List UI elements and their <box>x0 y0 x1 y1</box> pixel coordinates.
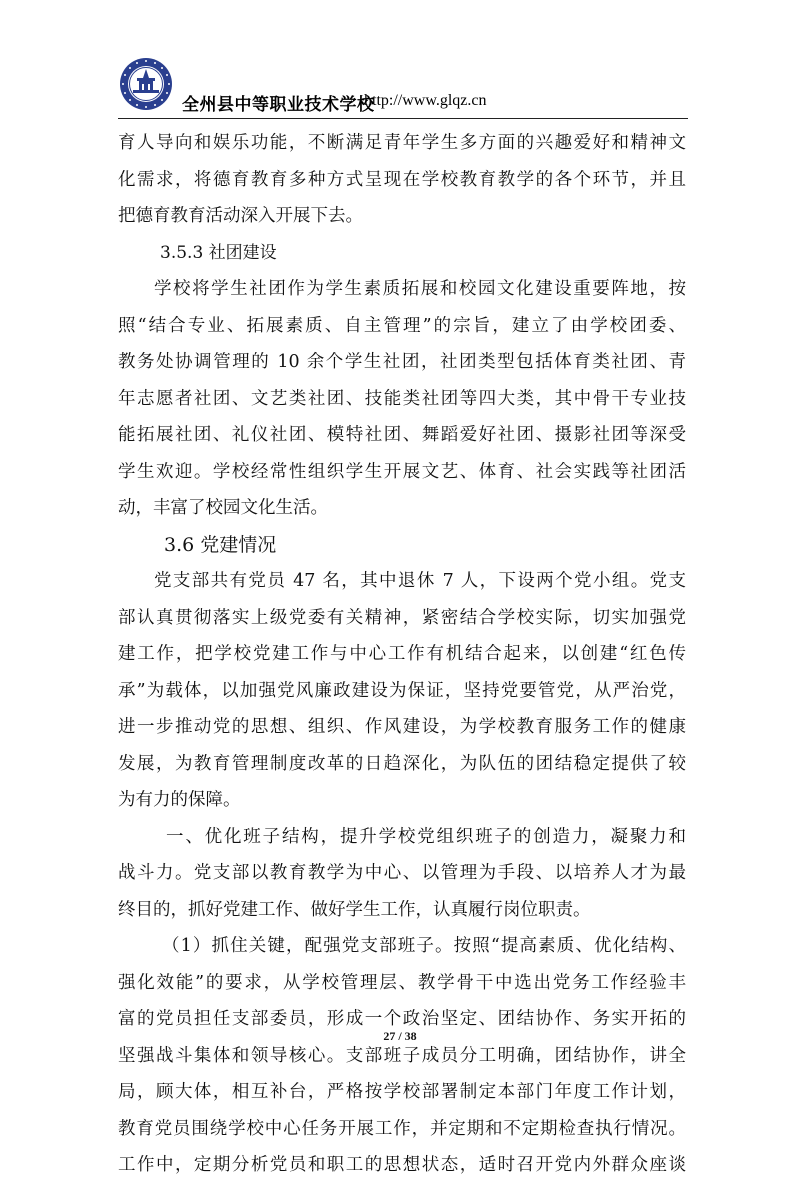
text-line: 坚强战斗集体和领导核心。支部班子成员分工明确，团结协作，讲全 <box>118 1045 686 1066</box>
text-line: 把德育教育活动深入开展下去。 <box>118 206 363 226</box>
text-line: 育人导向和娱乐功能，不断满足青年学生多方面的兴趣爱好和精神文 <box>118 133 686 153</box>
text-line: （1）抓住关键，配强党支部班子。按照“提高素质、优化结构、 <box>162 936 686 956</box>
page-header <box>118 56 688 118</box>
text-line: 富的党员担任支部委员，形成一个政治坚定、团结协作、务实开拓的 <box>118 1009 686 1029</box>
text-line: 教务处协调管理的 10 余个学生社团，社团类型包括体育类社团、青 <box>118 352 686 372</box>
text-line: 建工作，把学校党建工作与中心工作有机结合起来，以创建“红色传 <box>118 644 686 664</box>
text-line: 工作中，定期分析党员和职工的思想状态，适时召开党内外群众座谈 <box>118 1155 686 1175</box>
text-line: 化需求，将德育教育多种方式呈现在学校教育教学的各个环节，并且 <box>118 169 686 190</box>
text-line: 局，顾大体，相互补台，严格按学校部署制定本部门年度工作计划， <box>118 1082 686 1102</box>
text-line: 强化效能”的要求，从学校管理层、教学骨干中选出党务工作经验丰 <box>118 972 686 993</box>
text-line: 终目的，抓好党建工作、做好学生工作，认真履行岗位职责。 <box>118 899 591 920</box>
header-divider <box>118 118 688 119</box>
text-line: 发展，为教育管理制度改革的日趋深化，为队伍的团结稳定提供了较 <box>118 753 686 774</box>
text-line: 为有力的保障。 <box>118 790 241 810</box>
text-line: 学生欢迎。学校经常性组织学生开展文艺、体育、社会实践等社团活 <box>118 461 686 482</box>
school-url[interactable]: http://www.glqz.cn <box>364 92 487 109</box>
text-line: 动，丰富了校园文化生活。 <box>118 498 328 518</box>
section-heading: 3.5.3 社团建设 <box>160 242 277 263</box>
school-emblem-icon <box>118 56 174 112</box>
section-heading: 3.6 党建情况 <box>164 533 277 556</box>
text-line: 照“结合专业、拓展素质、自主管理”的宗旨，建立了由学校团委、 <box>118 315 686 336</box>
school-name: 全州县中等职业技术学校 <box>182 95 375 115</box>
text-line: 一、优化班子结构，提升学校党组织班子的创造力，凝聚力和 <box>166 826 686 847</box>
text-line: 学校将学生社团作为学生素质拓展和校园文化建设重要阵地，按 <box>154 279 686 299</box>
text-line: 承”为载体，以加强党风廉政建设为保证，坚持党要管党，从严治党， <box>118 680 686 701</box>
text-line: 部认真贯彻落实上级党委有关精神，紧密结合学校实际，切实加强党 <box>118 607 686 628</box>
text-line: 战斗力。党支部以教育教学为中心、以管理为手段、以培养人才为最 <box>118 863 686 883</box>
text-line: 党支部共有党员 47 名，其中退休 7 人，下设两个党小组。党支 <box>154 571 686 591</box>
text-line: 进一步推动党的思想、组织、作风建设，为学校教育服务工作的健康 <box>118 717 686 737</box>
text-line: 教育党员围绕学校中心任务开展工作，并定期和不定期检查执行情况。 <box>118 1118 686 1139</box>
document-body <box>118 125 686 1184</box>
text-line: 年志愿者社团、文艺类社团、技能类社团等四大类，其中骨干专业技 <box>118 388 686 409</box>
page-number: 27 / 38 <box>383 1029 417 1043</box>
text-line: 能拓展社团、礼仪社团、模特社团、舞蹈爱好社团、摄影社团等深受 <box>118 425 686 445</box>
